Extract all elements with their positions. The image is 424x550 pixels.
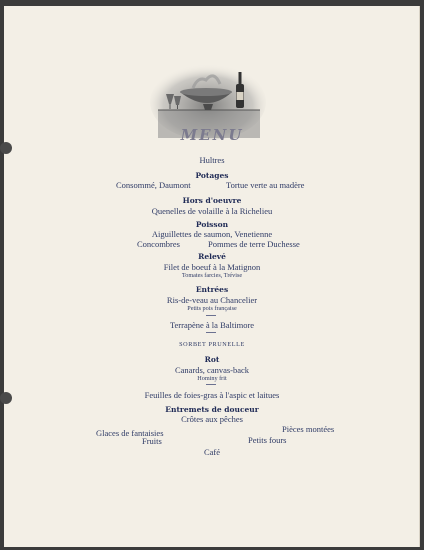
poisson-side-concombres: Concombres xyxy=(137,239,180,249)
hors-doeuvre-quenelles: Quenelles de volaille à la Richelieu xyxy=(151,206,273,216)
terrapene-line: Terrapène à la Baltimore xyxy=(169,320,255,330)
cafe-line: Café xyxy=(203,447,221,457)
poisson-side-pommes: Pommes de terre Duchesse xyxy=(208,239,300,249)
poisson-aiguillettes: Aiguillettes de saumon, Venetienne xyxy=(151,229,273,239)
dessert-glaces: Glaces de fantaisies xyxy=(96,428,164,438)
rot-canards: Canards, canvas-back xyxy=(174,365,250,375)
entree-ris-de-veau: Ris-de-veau au Chancelier xyxy=(166,295,258,305)
potage-tortue: Tortue verte au madère xyxy=(226,180,305,190)
potage-consomme: Consommé, Daumont xyxy=(116,180,191,190)
hors-doeuvre-heading: Hors d'oeuvre xyxy=(182,196,242,205)
divider xyxy=(206,315,216,316)
potages-heading: Potages xyxy=(195,171,229,180)
entremets-heading: Entremets de douceur xyxy=(165,405,259,414)
releve-filet: Filet de boeuf à la Matignon xyxy=(163,262,261,272)
entree-side-petits-pois: Petits pois française xyxy=(187,305,237,312)
oysters-line: Hultres xyxy=(199,155,225,165)
rot-side-hominy: Hominy frit xyxy=(197,375,227,382)
poisson-heading: Poisson xyxy=(195,220,229,229)
dessert-fruits: Fruits xyxy=(142,436,162,446)
releve-heading: Relevé xyxy=(198,252,226,261)
entrees-heading: Entrées xyxy=(195,285,229,294)
rot-heading: Rot xyxy=(204,355,220,364)
divider xyxy=(206,384,216,385)
salade-foies-gras: Feuilles de foies-gras à l'aspic et laitues xyxy=(144,390,280,400)
dessert-pieces-montees: Pièces montées xyxy=(282,424,335,434)
sorbet-line: SORBET PRUNELLE xyxy=(179,341,245,348)
menu-title: MENU xyxy=(180,126,244,144)
dessert-petits-fours: Petits fours xyxy=(248,435,287,445)
divider xyxy=(206,332,216,333)
releve-side-tomates: Tomates farcies, Trévise xyxy=(181,272,243,279)
entremets-crotes: Crôtes aux pêches xyxy=(181,414,243,424)
